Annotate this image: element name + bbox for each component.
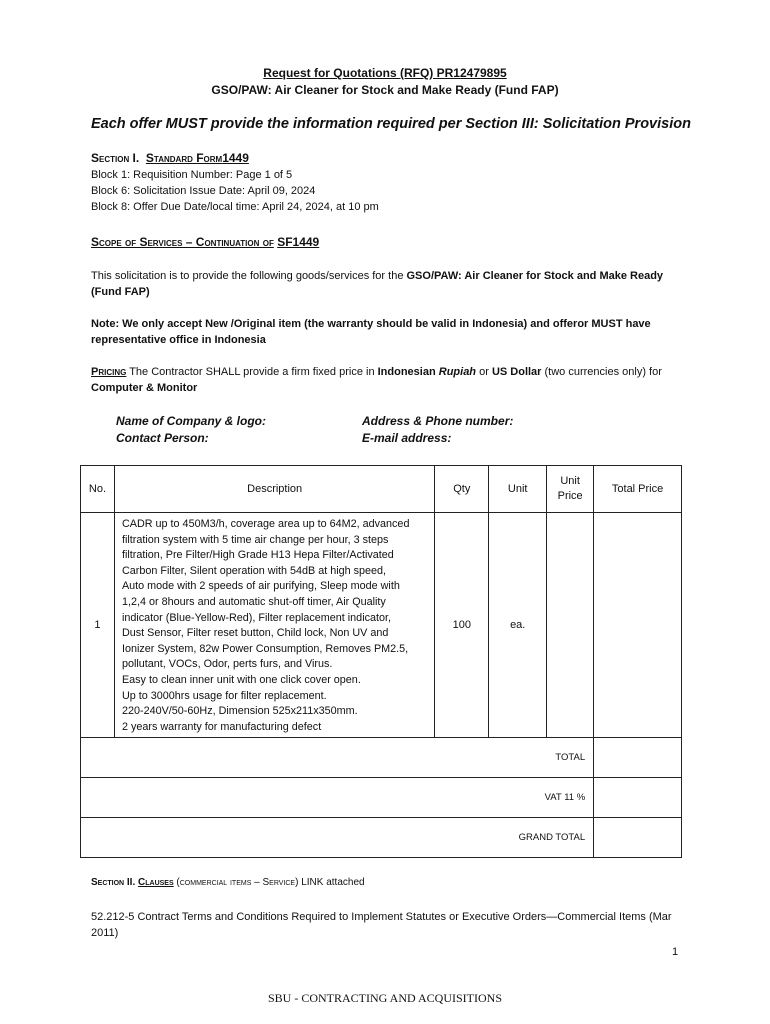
table-row (81, 513, 682, 738)
pricing-text-b: or (476, 366, 492, 378)
description-line: Dust Sensor, Filter reset button, Child lock, Non UV and (121, 627, 389, 640)
section1-form-name: Standard Form (145, 151, 223, 165)
section1-heading (91, 151, 249, 165)
section1-form-number: 1449 (222, 151, 249, 165)
scope-intro-text: This solicitation is to provide the following goods/services for the (91, 270, 407, 282)
contact-person-field: Contact Person: (116, 431, 209, 445)
description-line: 220-240V/50-60Hz, Dimension 525x211x350mm. (121, 705, 358, 718)
pricing-currency-usd: US Dollar (491, 366, 542, 378)
scope-heading (91, 235, 319, 249)
vat-value[interactable] (594, 778, 682, 818)
pricing-currency-rupiah: Rupiah (438, 366, 477, 378)
grand-total-row (81, 818, 682, 858)
header-total-price: Total Price (594, 466, 682, 513)
scope-note: Note: We only accept New /Original item (the warranty should be valid in Indonesia) and offeror MUST have representative office in Indonesia (91, 318, 651, 346)
header-no: No. (81, 466, 115, 513)
scope-intro (91, 268, 691, 300)
section2-link[interactable]: LINK attached (301, 877, 365, 888)
scope-intro-bold: GSO/PAW: Air Cleaner for Stock and Make Ready (Fund FAP) (91, 270, 664, 298)
email-field: E-mail address: (362, 431, 452, 445)
pricing-label: Pricing (91, 366, 127, 378)
header-qty: Qty (435, 466, 489, 513)
must-notice: Each offer MUST provide the information required per Section III: Solicitation Provision (91, 116, 691, 132)
vat-label: VAT 11 % (81, 778, 594, 818)
section2-label: Section II. (91, 877, 136, 888)
description-line: Auto mode with 2 speeds of air purifying, Sleep mode with (121, 580, 400, 593)
grand-total-label: GRAND TOTAL (81, 818, 594, 858)
description-line: filtration system with 5 time air change per hour, 3 steps (121, 533, 389, 546)
total-label: TOTAL (81, 738, 594, 778)
pricing-text-c: (two currencies only) for (541, 366, 662, 378)
item-unit: ea. (489, 513, 547, 738)
pricing-currency-idr: Indonesian (377, 366, 439, 378)
table-header-row (81, 466, 682, 513)
footer: SBU - CONTRACTING AND ACQUISITIONS (267, 991, 502, 1005)
clause-52-212-5: 52.212-5 Contract Terms and Conditions Required to Implement Statutes or Executive Orders—Commercial Items (Mar 2011) (91, 911, 672, 939)
header-description: Description (114, 466, 434, 513)
description-line: 2 years warranty for manufacturing defect (121, 720, 322, 733)
block-1: Block 1: Requisition Number: Page 1 of 5 (91, 169, 293, 181)
block-6: Block 6: Solicitation Issue Date: April 09, 2024 (91, 185, 316, 197)
section2-heading (91, 877, 365, 888)
pricing-table (80, 465, 682, 858)
address-phone-field: Address & Phone number: (362, 414, 514, 428)
section2-paren: (commercial items – Service) (176, 877, 299, 888)
description-line: Carbon Filter, Silent operation with 54dB at high speed, (121, 564, 387, 577)
description-line: indicator (Blue-Yellow-Red), Filter replacement indicator, (121, 611, 391, 624)
total-row (81, 738, 682, 778)
page-number: 1 (672, 946, 679, 958)
section2-clauses: Clauses (138, 877, 174, 888)
grand-total-value[interactable] (594, 818, 682, 858)
pricing-item: Computer & Monitor (91, 382, 198, 394)
company-name-field: Name of Company & logo: (116, 414, 267, 428)
rfq-subtitle: GSO/PAW: Air Cleaner for Stock and Make Ready (Fund FAP) (211, 83, 559, 97)
header-unit-price: Unit Price (547, 466, 594, 513)
section1-label: Section I. (91, 151, 140, 165)
description-line: pollutant, VOCs, Odor, perts furs, and Virus. (121, 658, 333, 671)
description-line: Up to 3000hrs usage for filter replacement. (121, 689, 327, 702)
block-8: Block 8: Offer Due Date/local time: April 24, 2024, at 10 pm (91, 201, 379, 213)
header-unit: Unit (489, 466, 547, 513)
item-no: 1 (81, 513, 115, 738)
total-value[interactable] (594, 738, 682, 778)
item-unit-price[interactable] (547, 513, 594, 738)
description-line: Easy to clean inner unit with one click cover open. (121, 673, 361, 686)
item-qty: 100 (435, 513, 489, 738)
item-description (114, 513, 434, 738)
item-total-price[interactable] (594, 513, 682, 738)
description-line: 1,2,4 or 8hours and automatic shut-off timer, Air Quality (121, 595, 386, 608)
scope-heading-number: SF1449 (277, 235, 320, 249)
pricing-paragraph (91, 364, 691, 396)
pricing-text-a: The Contractor SHALL provide a firm fixed price in (126, 366, 378, 378)
description-line: filtration, Pre Filter/High Grade H13 Hepa Filter/Activated (121, 549, 394, 562)
vat-row (81, 778, 682, 818)
description-line: CADR up to 450M3/h, coverage area up to 64M2, advanced (121, 518, 410, 530)
scope-heading-text: Scope of Services – Continuation of (91, 235, 274, 249)
description-line: Ionizer System, 82w Power Consumption, Removes PM2.5, (121, 642, 409, 655)
rfq-title: Request for Quotations (RFQ) PR12479895 (263, 66, 507, 80)
